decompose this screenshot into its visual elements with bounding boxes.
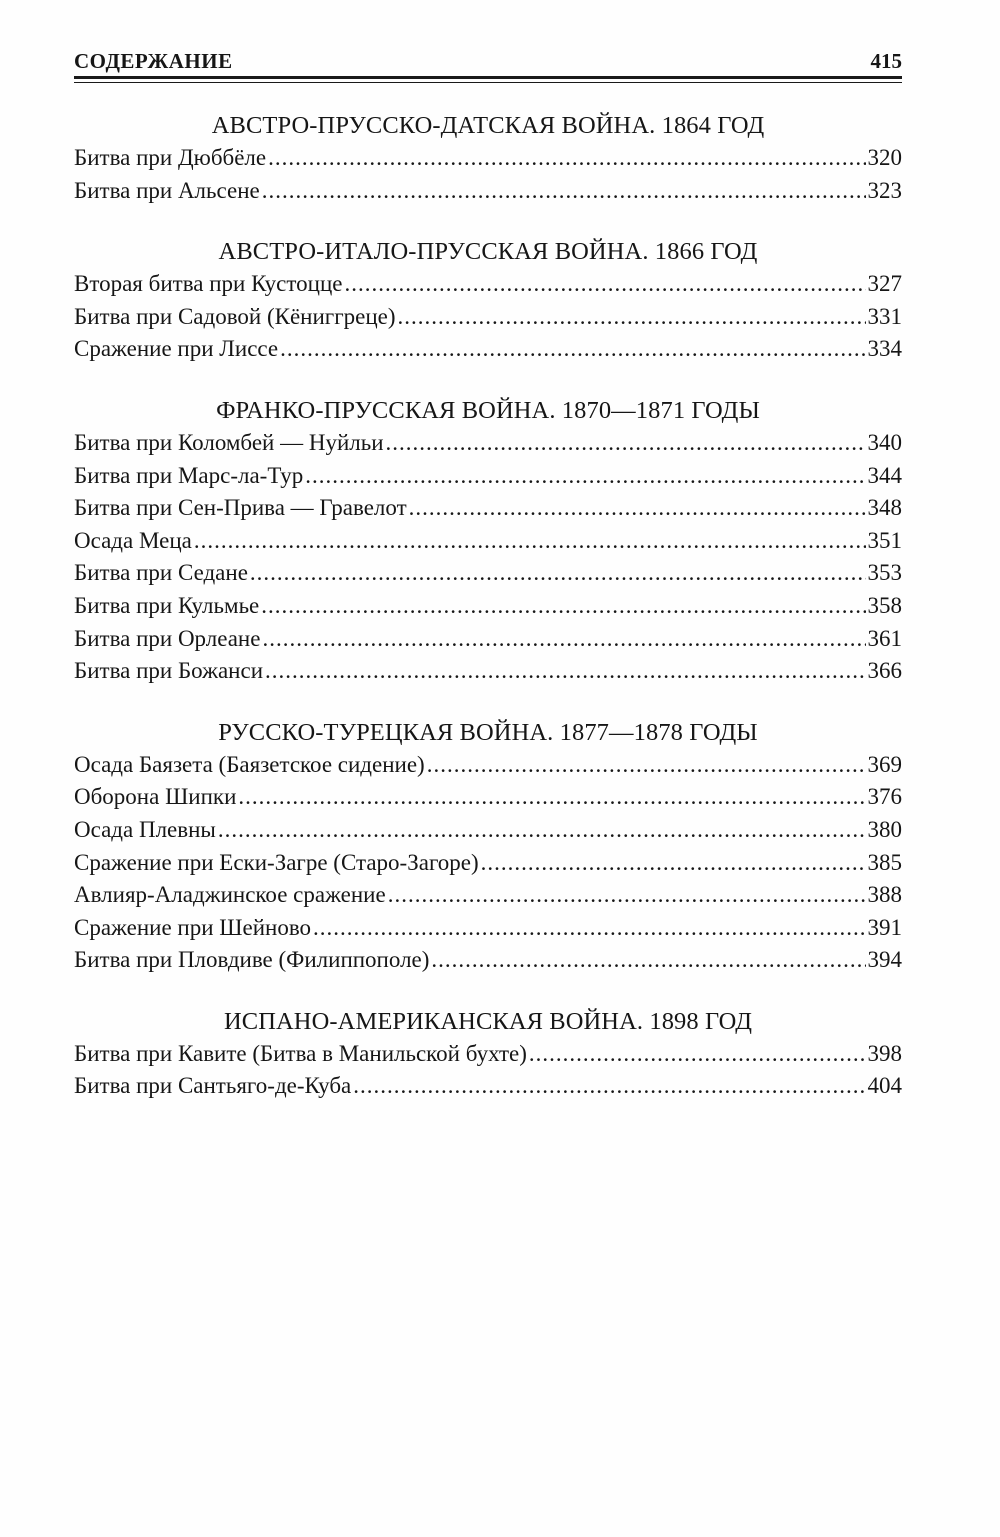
toc-section bbox=[74, 1006, 902, 1103]
toc-section bbox=[74, 236, 902, 366]
entry-title: Сражение при Шейново bbox=[74, 914, 312, 940]
entry-page-number: 351 bbox=[867, 527, 902, 553]
dot-leader bbox=[218, 814, 866, 847]
entry-page-number: 385 bbox=[867, 849, 902, 875]
toc-entry bbox=[74, 301, 902, 334]
toc-entry bbox=[74, 655, 902, 688]
entry-title: Битва при Дюббёле bbox=[74, 145, 267, 170]
entry-page-number: 391 bbox=[867, 914, 902, 940]
toc-entry bbox=[74, 879, 902, 912]
entry-title: Битва при Сен-Прива — Гравелот bbox=[74, 495, 407, 521]
entry-title: Битва при Орлеане bbox=[74, 625, 261, 651]
toc-entry bbox=[74, 268, 902, 301]
dot-leader bbox=[265, 655, 865, 688]
toc-entry bbox=[74, 142, 902, 175]
header-rule-thin bbox=[74, 82, 902, 83]
entry-page-number: 358 bbox=[867, 592, 902, 618]
entry-page-number: 366 bbox=[867, 658, 902, 684]
entry-title: Вторая битва при Кустоцце bbox=[74, 271, 343, 297]
section-title: ИСПАНО-АМЕРИКАНСКАЯ ВОЙНА. 1898 ГОД bbox=[223, 1007, 753, 1035]
entry-page-number: 348 bbox=[867, 495, 902, 521]
section-title: АВСТРО-ПРУССКО-ДАТСКАЯ ВОЙНА. 1864 ГОД bbox=[211, 112, 765, 139]
entry-title: Битва при Кавите (Битва в Манильской бухте) bbox=[74, 1040, 527, 1066]
toc-entry bbox=[74, 944, 902, 977]
entry-page-number: 323 bbox=[867, 177, 902, 203]
entry-page-number: 380 bbox=[867, 816, 902, 842]
entry-title: Осада Меца bbox=[74, 527, 192, 553]
dot-leader bbox=[313, 912, 865, 945]
dot-leader bbox=[262, 623, 865, 656]
entry-page-number: 320 bbox=[867, 145, 902, 170]
toc-entry bbox=[74, 847, 902, 880]
entry-title: Битва при Альсене bbox=[74, 177, 260, 203]
entry-title: Осада Баязета (Баязетское сидение) bbox=[74, 751, 425, 777]
toc-section bbox=[74, 395, 902, 688]
toc-entry bbox=[74, 590, 902, 623]
toc-entry bbox=[74, 814, 902, 847]
entry-title: Битва при Пловдиве (Филиппополе) bbox=[74, 947, 430, 973]
toc-entry bbox=[74, 525, 902, 558]
entry-page-number: 388 bbox=[867, 882, 902, 908]
dot-leader bbox=[386, 427, 866, 460]
entry-title: Битва при Садовой (Кёниггреце) bbox=[74, 303, 396, 329]
dot-leader bbox=[250, 557, 866, 590]
toc-entry bbox=[74, 333, 902, 366]
entry-page-number: 404 bbox=[867, 1073, 902, 1099]
header-rule-thick bbox=[74, 76, 902, 79]
toc-entry bbox=[74, 557, 902, 590]
section-title: РУССКО-ТУРЕЦКАЯ ВОЙНА. 1877—1878 ГОДЫ bbox=[218, 718, 758, 746]
entry-title: Битва при Седане bbox=[74, 560, 248, 586]
dot-leader bbox=[388, 879, 866, 912]
entry-title: Авлияр-Аладжинское сражение bbox=[74, 882, 386, 908]
entry-title: Битва при Сантьяго-де-Куба bbox=[74, 1073, 352, 1099]
toc-entry bbox=[74, 1038, 902, 1071]
entry-page-number: 340 bbox=[867, 429, 902, 455]
entry-page-number: 398 bbox=[867, 1040, 902, 1066]
dot-leader bbox=[305, 460, 865, 493]
dot-leader bbox=[481, 847, 866, 880]
dot-leader bbox=[261, 590, 865, 623]
entry-title: Осада Плевны bbox=[74, 816, 216, 842]
dot-leader bbox=[409, 492, 866, 525]
entry-page-number: 376 bbox=[867, 784, 902, 810]
dot-leader bbox=[262, 175, 866, 208]
entry-page-number: 353 bbox=[867, 560, 902, 586]
entry-page-number: 334 bbox=[867, 336, 902, 362]
section-title: ФРАНКО-ПРУССКАЯ ВОЙНА. 1870—1871 ГОДЫ bbox=[216, 396, 760, 424]
toc-entry bbox=[74, 175, 902, 208]
toc-entry bbox=[74, 912, 902, 945]
entry-title: Битва при Божанси bbox=[74, 658, 264, 684]
entry-page-number: 361 bbox=[867, 625, 902, 651]
toc-entry bbox=[74, 781, 902, 814]
page bbox=[74, 40, 902, 1132]
dot-leader bbox=[268, 142, 865, 175]
toc-entry bbox=[74, 623, 902, 656]
entry-page-number: 327 bbox=[867, 271, 902, 297]
entry-title: Сражение при Ески-Загре (Старо-Загоре) bbox=[74, 849, 479, 875]
dot-leader bbox=[194, 525, 866, 558]
entry-title: Оборона Шипки bbox=[74, 784, 237, 810]
dot-leader bbox=[427, 749, 866, 782]
dot-leader bbox=[280, 333, 865, 366]
toc-entry bbox=[74, 492, 902, 525]
table-of-contents bbox=[74, 110, 902, 1103]
toc-entry bbox=[74, 460, 902, 493]
toc-entry bbox=[74, 1070, 902, 1103]
entry-page-number: 394 bbox=[867, 947, 902, 973]
entry-title: Битва при Марс-ла-Тур bbox=[74, 462, 304, 488]
page-number: 415 bbox=[870, 49, 902, 73]
running-title: СОДЕРЖАНИЕ bbox=[74, 49, 233, 73]
entry-title: Битва при Кульмье bbox=[74, 592, 260, 618]
dot-leader bbox=[431, 944, 865, 977]
running-header bbox=[74, 40, 902, 74]
entry-page-number: 331 bbox=[867, 303, 902, 329]
section-title: АВСТРО-ИТАЛО-ПРУССКАЯ ВОЙНА. 1866 ГОД bbox=[218, 238, 758, 266]
dot-leader bbox=[529, 1038, 866, 1071]
entry-page-number: 344 bbox=[867, 462, 902, 488]
toc-entry bbox=[74, 427, 902, 460]
dot-leader bbox=[398, 301, 866, 334]
toc-section bbox=[74, 717, 902, 977]
entry-page-number: 369 bbox=[867, 751, 902, 777]
toc-section bbox=[74, 110, 902, 207]
entry-title: Битва при Коломбей — Нуйльи bbox=[74, 429, 384, 455]
toc-entry bbox=[74, 749, 902, 782]
dot-leader bbox=[238, 781, 865, 814]
dot-leader bbox=[344, 268, 865, 301]
dot-leader bbox=[353, 1070, 865, 1103]
entry-title: Сражение при Лиссе bbox=[74, 336, 279, 362]
